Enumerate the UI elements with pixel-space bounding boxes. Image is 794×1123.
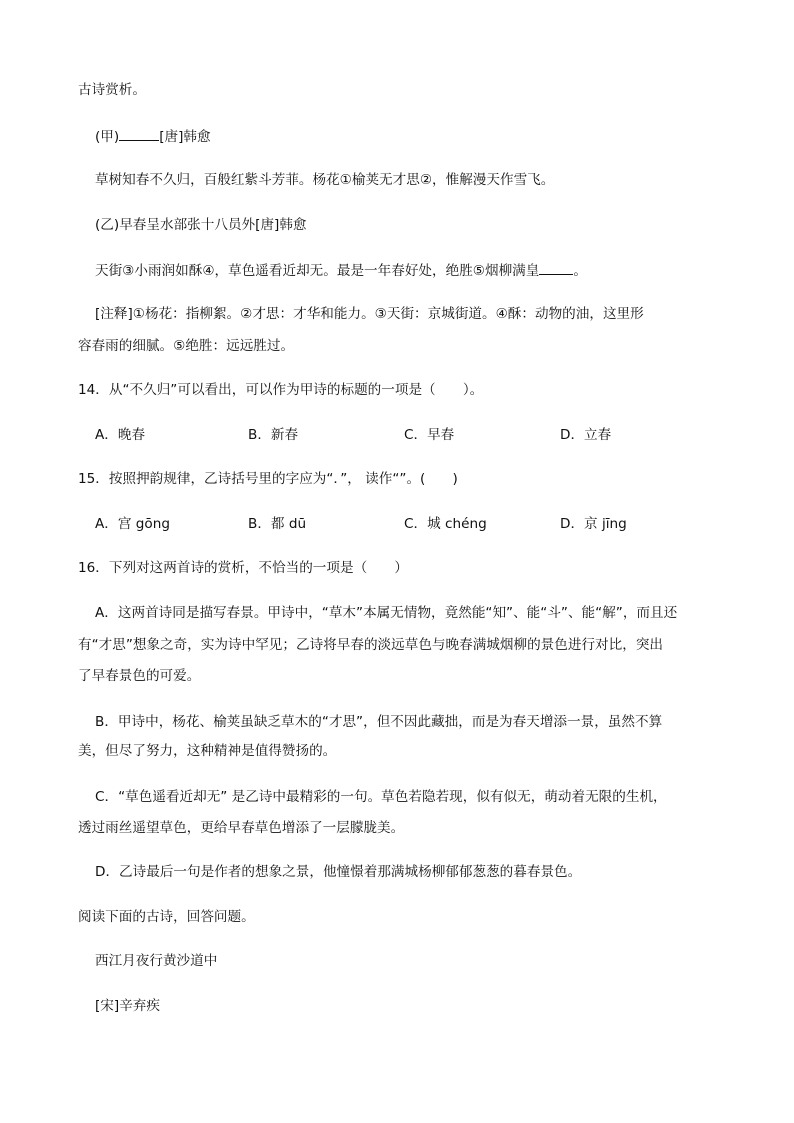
poem-c-title: 西江月夜行黄沙道中	[95, 953, 218, 969]
title-blank	[119, 127, 159, 141]
reading-instruction: 阅读下面的古诗，回答问题。	[78, 909, 255, 925]
q16-option-b-line-2: 美，但尽了努力，这种精神是值得赞扬的。	[78, 743, 337, 759]
q14-option-c: C．早春	[404, 427, 455, 443]
intro-text: 古诗赏析。	[78, 82, 146, 98]
poem-a-author: [唐]韩愈	[159, 129, 211, 145]
question-15-stem: 15．按照押韵规律，乙诗括号里的字应为“．”， 读作“”。( )	[78, 471, 458, 487]
poem-b-text-end: 。	[573, 263, 587, 279]
q16-option-c-line-2: 透过雨丝遥望草色，更给早春草色增添了一层朦胧美。	[78, 820, 405, 836]
poem-b-text-start: 天街③小雨润如酥④，草色遥看近却无。最是一年春好处，绝胜⑤烟柳满皇	[95, 263, 540, 279]
notes-line-2: 容春雨的细腻。⑤绝胜：远远胜过。	[78, 338, 295, 354]
q15-option-c: C．城 chéng	[404, 516, 487, 532]
poem-b-text	[95, 261, 587, 280]
notes-line-1: [注释]①杨花：指柳絮。②才思：才华和能力。③天街：京城街道。④酥：动物的油，这里形	[95, 306, 644, 322]
question-16-stem: 16．下列对这两首诗的赏析，不恰当的一项是（ ）	[78, 560, 408, 576]
poem-c-author: [宋]辛弃疾	[95, 998, 160, 1014]
poem-a-heading	[95, 127, 211, 146]
poem-a-text: 草树知春不久归，百般红紫斗芳菲。杨花①榆荚无才思②，惟解漫天作雪飞。	[95, 172, 555, 188]
q16-option-c-line-1: C．“草色遥看近却无” 是乙诗中最精彩的一句。草色若隐若现，似有似无，萌动着无限的生机，	[95, 789, 667, 805]
q16-option-a-line-3: 了早春景色的可爱。	[78, 668, 201, 684]
poem-b-heading: (乙)早春呈水部张十八员外[唐]韩愈	[95, 217, 307, 233]
q16-option-a-line-2: 有“才思”想象之奇，实为诗中罕见；乙诗将早春的淡远草色与晚春满城烟柳的景色进行对比，突出	[78, 637, 664, 653]
question-14-stem: 14．从“不久归”可以看出，可以作为甲诗的标题的一项是（ ）。	[78, 382, 484, 398]
q15-option-a: A．宫 gōng	[95, 516, 170, 532]
q14-option-a: A．晚春	[95, 427, 146, 443]
q14-option-b: B．新春	[248, 427, 299, 443]
q15-option-b: B．都 dū	[248, 516, 307, 532]
answer-blank	[539, 261, 573, 275]
poem-a-label: (甲)	[95, 129, 120, 145]
q16-option-d-line-1: D．乙诗最后一句是作者的想象之景，他憧憬着那满城杨柳郁郁葱葱的暮春景色。	[95, 864, 582, 880]
q14-option-d: D．立春	[560, 427, 612, 443]
q16-option-b-line-1: B．甲诗中，杨花、榆荚虽缺乏草木的“才思”，但不因此藏拙，而是为春天增添一景，虽然不算	[95, 714, 663, 730]
q15-option-d: D．京 jīng	[560, 516, 627, 532]
q16-option-a-line-1: A．这两首诗同是描写春景。甲诗中，“草木”本属无情物，竟然能“知”、能“斗”、能“解”，而且还	[95, 605, 678, 621]
